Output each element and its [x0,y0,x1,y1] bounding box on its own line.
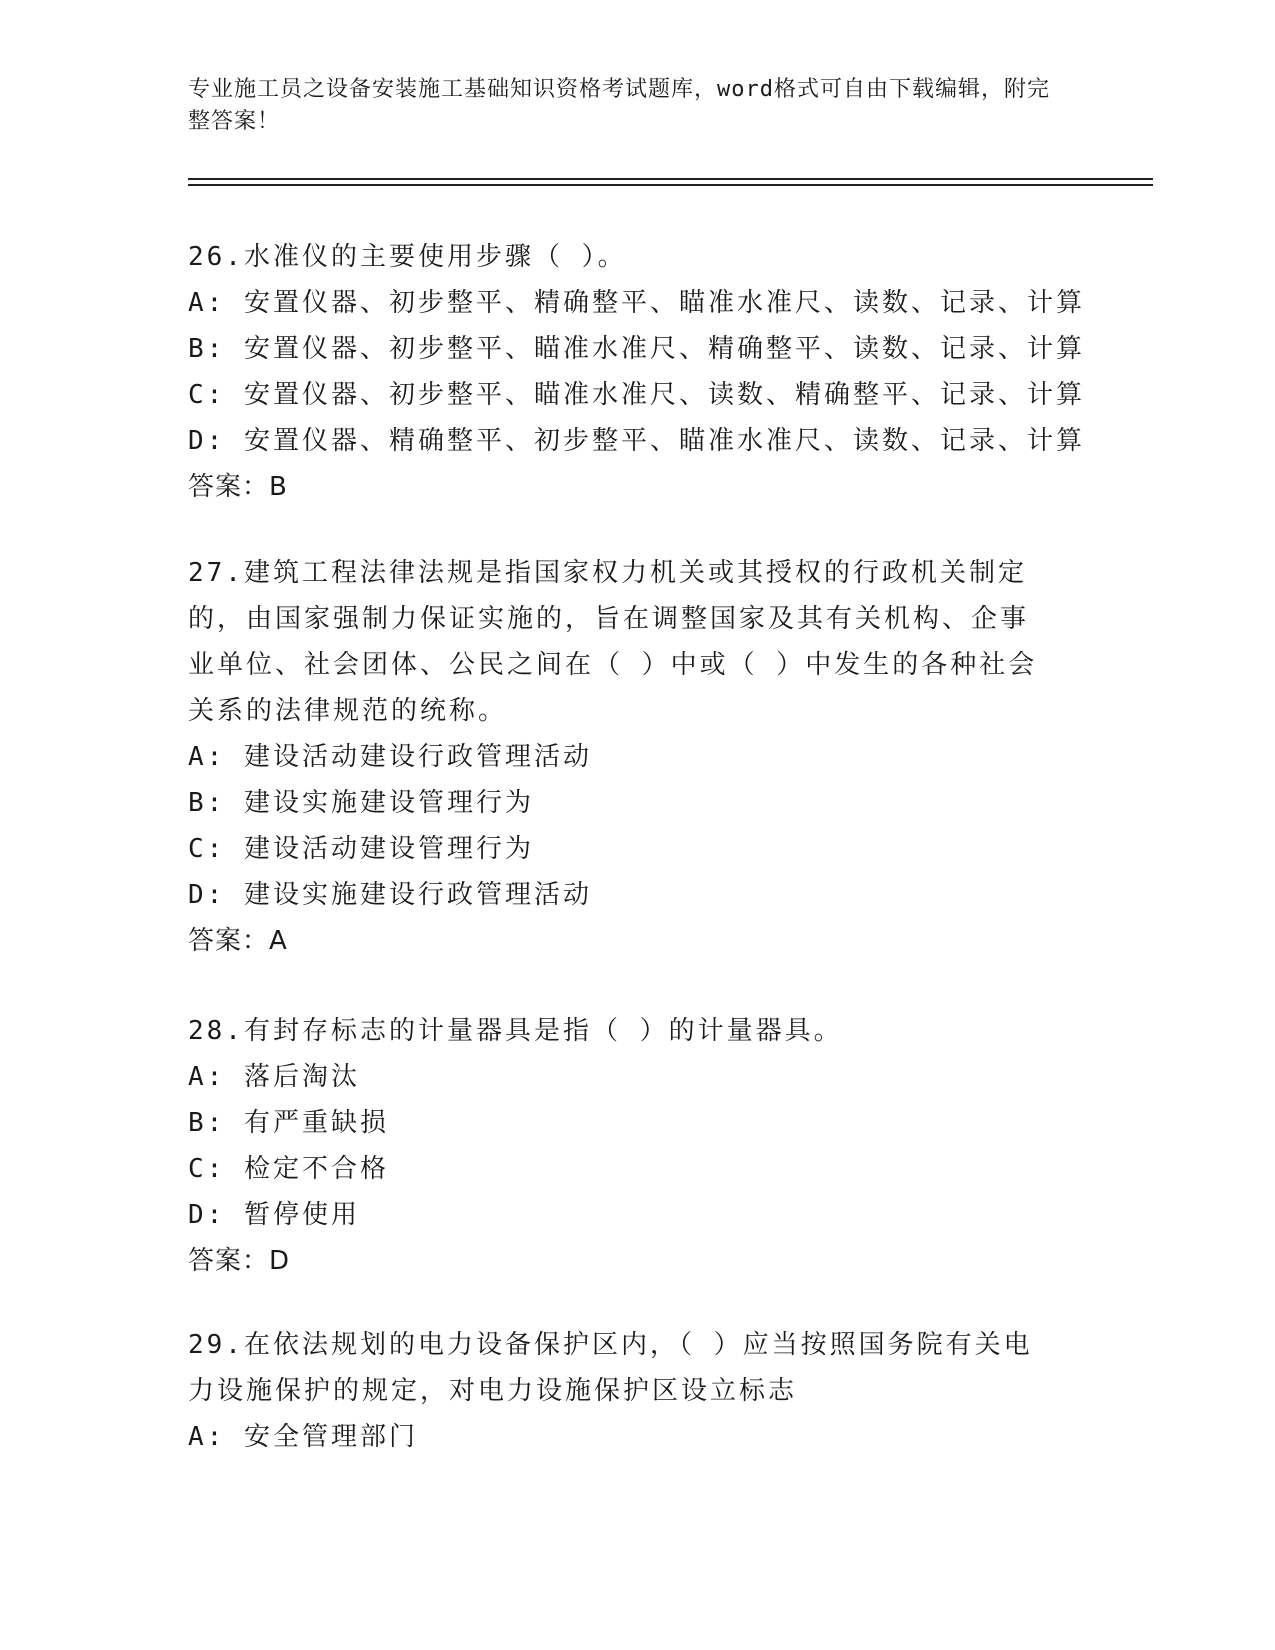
question-stem: 27.建筑工程法律法规是指国家权力机关或其授权的行政机关制定的，由国家强制力保证实施的，旨在调整国家及其有关机构、企事业单位、社会团体、公民之间在（ ）中或（ ）中发生的各种社会关系的法律规范的统称。 [188,558,1038,726]
answer-label: 答案：D [188,1246,291,1276]
option-a: A: 安置仪器、初步整平、精确整平、瞄准水准尺、读数、记录、计算 [188,288,1085,318]
option-c: C: 检定不合格 [188,1154,389,1184]
question-stem: 26.水准仪的主要使用步骤（ ）。 [188,242,627,272]
document-header: 专业施工员之设备安装施工基础知识资格考试题库，word格式可自由下载编辑，附完整答案！ [188,77,1050,134]
question-27 [188,550,1153,964]
option-a: A: 安全管理部门 [188,1422,418,1452]
option-d: D: 安置仪器、精确整平、初步整平、瞄准水准尺、读数、记录、计算 [188,426,1085,456]
option-b: B: 安置仪器、初步整平、瞄准水准尺、精确整平、读数、记录、计算 [188,334,1085,364]
header-divider-top [188,178,1153,180]
answer-label: 答案：A [188,926,288,956]
option-a: A: 落后淘汰 [188,1062,360,1092]
answer-label: 答案：B [188,472,288,502]
question-26 [188,234,1153,510]
option-b: B: 有严重缺损 [188,1108,389,1138]
question-29 [188,1322,1153,1460]
option-d: D: 暂停使用 [188,1200,360,1230]
option-a: A: 建设活动建设行政管理活动 [188,742,592,772]
header-divider-bottom [188,184,1153,186]
question-stem: 29.在依法规划的电力设备保护区内，（ ）应当按照国务院有关电力设施保护的规定，对电力设施保护区设立标志 [188,1330,1033,1406]
option-b: B: 建设实施建设管理行为 [188,788,534,818]
option-d: D: 建设实施建设行政管理活动 [188,880,592,910]
option-c: C: 安置仪器、初步整平、瞄准水准尺、读数、精确整平、记录、计算 [188,380,1085,410]
option-c: C: 建设活动建设管理行为 [188,834,534,864]
question-stem: 28.有封存标志的计量器具是指（ ）的计量器具。 [188,1016,843,1046]
question-28 [188,1008,1153,1284]
